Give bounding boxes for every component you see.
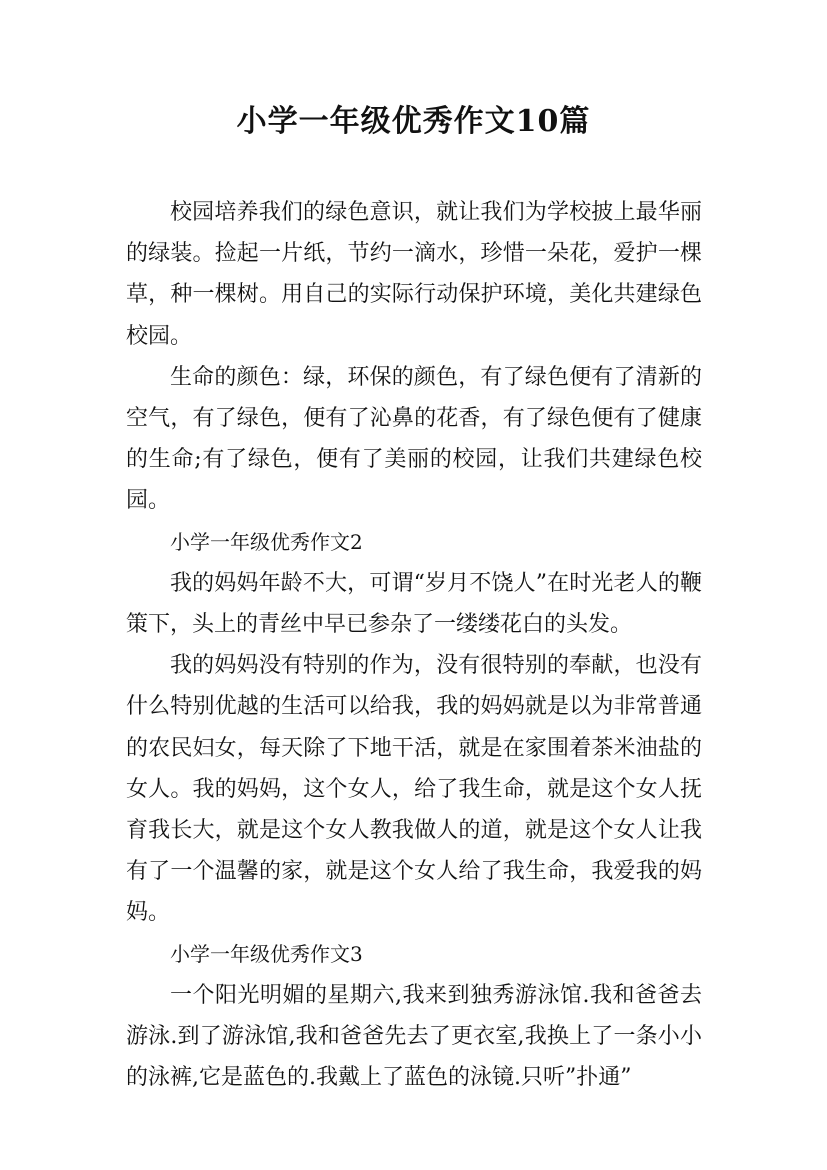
paragraph: 我的妈妈年龄不大，可谓“岁月不饶人”在时光老人的鞭策下，头上的青丝中早已参杂了一缕缕花白的头发。 <box>126 570 702 638</box>
paragraph: 生命的颜色：绿，环保的颜色，有了绿色便有了清新的空气，有了绿色，便有了沁鼻的花香，有了绿色便有了健康的生命;有了绿色，便有了美丽的校园，让我们共建绿色校园。 <box>126 364 702 514</box>
paragraph: 我的妈妈没有特别的作为，没有很特别的奉献，也没有什么特别优越的生活可以给我，我的妈妈就是以为非常普通的农民妇女，每天除了下地干活，就是在家围着茶米油盐的女人。我的妈妈，这个女人，给了我生命，就是这个女人抚育我长大，就是这个女人教我做人的道，就是这个女人让我有了一个温馨的家，就是这个女人给了我生命，我爱我的妈妈。 <box>126 653 702 926</box>
paragraph: 一个阳光明媚的星期六,我来到独秀游泳馆.我和爸爸去游泳.到了游泳馆,我和爸爸先去了更衣室,我换上了一条小小的泳裤,它是蓝色的.我戴上了蓝色的泳镜.只听”扑通” <box>126 982 702 1091</box>
section-heading: 小学一年级优秀作文3 <box>170 941 363 966</box>
document-title: 小学一年级优秀作文10篇 <box>236 104 591 139</box>
paragraph: 校园培养我们的绿色意识，就让我们为学校披上最华丽的绿装。捡起一片纸，节约一滴水，珍惜一朵花，爱护一棵草，种一棵树。用自己的实际行动保护环境，美化共建绿色校园。 <box>126 200 702 349</box>
section-heading: 小学一年级优秀作文2 <box>170 529 363 554</box>
document-body <box>126 192 702 1098</box>
